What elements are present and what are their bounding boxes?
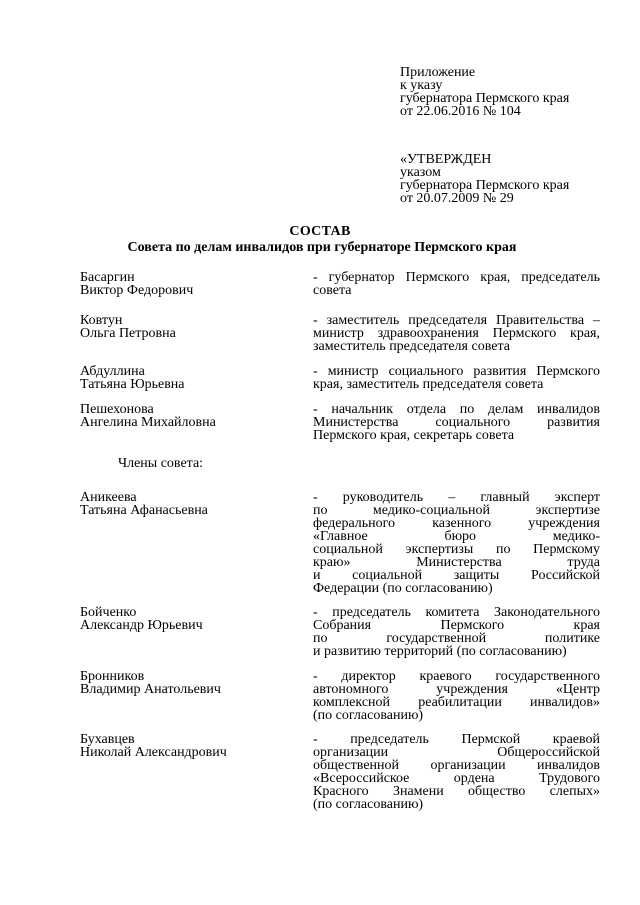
member-given-name: Татьяна Юрьевна (80, 377, 185, 392)
role-line: - председатель Пермской краевой (313, 733, 600, 746)
role-line: - руководитель – главный эксперт (313, 491, 600, 504)
approval-note (400, 153, 630, 205)
role-line: - начальник отдела по делам инвалидов (313, 403, 600, 416)
member-surname: Бойченко (80, 605, 137, 620)
member-surname: Пешехонова (80, 402, 154, 417)
appendix-line: Приложение (400, 65, 476, 80)
member-name (80, 670, 300, 696)
role-line: и развитию территорий (по согласованию) (313, 645, 567, 658)
role-line: заместитель председателя совета (313, 340, 510, 353)
member-name (80, 606, 300, 632)
role-line: и социальной защиты Российской (313, 569, 600, 582)
role-line: края, заместитель председателя совета (313, 378, 544, 391)
member-role (313, 606, 600, 658)
member-name (80, 733, 300, 759)
members-heading: Члены совета: (118, 456, 204, 471)
approval-line: губернатора Пермского края (400, 178, 570, 193)
role-line: - директор краевого государственного (313, 670, 600, 683)
document-title: СОСТАВ (289, 224, 351, 239)
role-line: федерального казенного учреждения (313, 517, 600, 530)
member-surname: Абдуллина (80, 364, 145, 379)
member-role (313, 733, 600, 811)
member-role (313, 314, 600, 353)
member-given-name: Татьяна Афанасьевна (80, 503, 208, 518)
role-line: (по согласованию) (313, 709, 424, 722)
approval-line: «УТВЕРЖДЕН (400, 152, 492, 167)
appendix-line: губернатора Пермского края (400, 91, 570, 106)
member-role (313, 403, 600, 442)
member-surname: Бухавцев (80, 732, 135, 747)
member-given-name: Александр Юрьевич (80, 618, 203, 633)
member-given-name: Ангелина Михайловна (80, 415, 216, 430)
member-name (80, 271, 300, 297)
role-line: по государственной политике (313, 632, 600, 645)
role-line: Красного Знамени общество слепых» (313, 785, 600, 798)
role-line: общественной организации инвалидов (313, 759, 600, 772)
role-line: Федерации (по согласованию) (313, 582, 493, 595)
member-role (313, 365, 600, 391)
appendix-line: от 22.06.2016 № 104 (400, 104, 521, 119)
approval-line: указом (400, 165, 441, 180)
role-line: по медико-социальной экспертизе (313, 504, 600, 517)
role-line: краю» Министерства труда (313, 556, 600, 569)
role-line: организации Общероссийской (313, 746, 600, 759)
role-line: комплексной реабилитации инвалидов» (313, 696, 600, 709)
member-name (80, 403, 300, 429)
document-subtitle: Совета по делам инвалидов при губернаторе Пермского края (127, 240, 517, 255)
member-given-name: Владимир Анатольевич (80, 682, 221, 697)
role-line: - заместитель председателя Правительства – (313, 314, 600, 327)
role-line: Пермского края, секретарь совета (313, 429, 515, 442)
member-given-name: Виктор Федорович (80, 283, 194, 298)
member-given-name: Ольга Петровна (80, 326, 176, 341)
member-name (80, 314, 300, 340)
role-line: Министерства социального развития (313, 416, 600, 429)
member-role (313, 491, 600, 595)
member-surname: Бронников (80, 669, 145, 684)
role-line: автономного учреждения «Центр (313, 683, 600, 696)
member-surname: Басаргин (80, 270, 135, 285)
member-surname: Ковтун (80, 313, 123, 328)
role-line: совета (313, 284, 352, 297)
appendix-note (400, 66, 630, 118)
member-role (313, 271, 600, 297)
role-line: министр здравоохранения Пермского края, (313, 327, 600, 340)
role-line: - губернатор Пермского края, председатель (313, 271, 600, 284)
role-line: социальной экспертизы по Пермскому (313, 543, 600, 556)
role-line: Собрания Пермского края (313, 619, 600, 632)
member-given-name: Николай Александрович (80, 745, 227, 760)
approval-line: от 20.07.2009 № 29 (400, 191, 514, 206)
role-line: - председатель комитета Законодательного (313, 606, 600, 619)
appendix-line: к указу (400, 78, 443, 93)
role-line: - министр социального развития Пермского (313, 365, 600, 378)
member-role (313, 670, 600, 722)
member-name (80, 365, 300, 391)
role-line: «Главное бюро медико- (313, 530, 600, 543)
member-surname: Аникеева (80, 490, 137, 505)
role-line: (по согласованию) (313, 798, 424, 811)
member-name (80, 491, 300, 517)
role-line: «Всероссийское ордена Трудового (313, 772, 600, 785)
